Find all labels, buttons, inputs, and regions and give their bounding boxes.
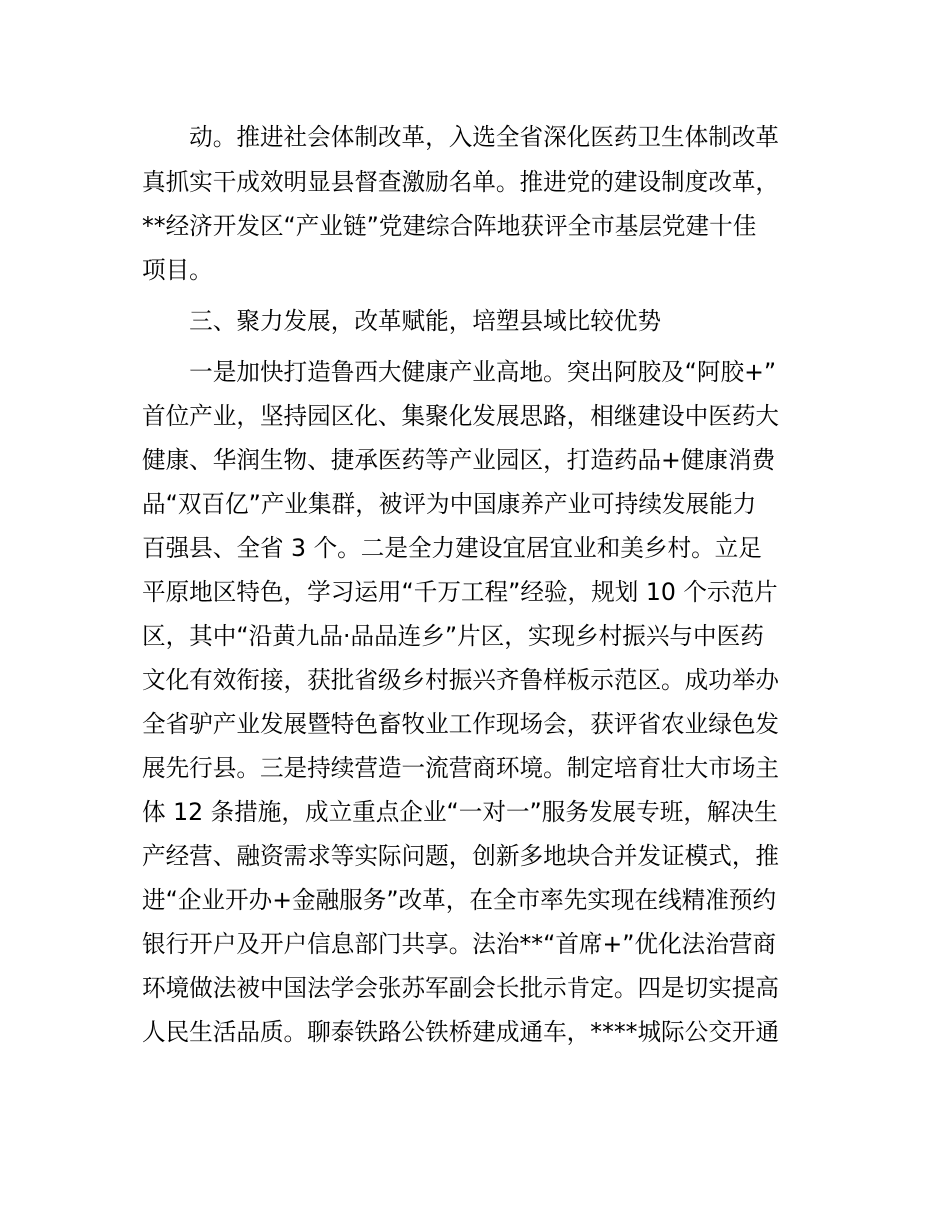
paragraph-line: 人民生活品质。聊泰铁路公铁桥建成通车，****城际公交开通 (142, 1018, 780, 1046)
paragraph-line: **经济开发区“产业链”党建综合阵地获评全市基层党建十佳 (142, 212, 757, 240)
paragraph-line: 平原地区特色，学习运用“千万工程”经验，规划 10 个示范片 (142, 578, 778, 606)
paragraph-line: 健康、华润生物、捷承医药等产业园区，打造药品+健康消费 (142, 446, 776, 474)
paragraph-line: 进“企业开办+金融服务”改革，在全市率先实现在线精准预约 (142, 886, 777, 914)
paragraph-line: 品“双百亿”产业集群，被评为中国康养产业可持续发展能力 (142, 490, 757, 518)
paragraph-line: 百强县、全省 3 个。二是全力建设宜居宜业和美乡村。立足 (142, 534, 762, 562)
paragraph-line: 产经营、融资需求等实际问题，创新多地块合并发证模式，推 (142, 842, 780, 870)
paragraph-line: 文化有效衔接，获批省级乡村振兴齐鲁样板示范区。成功举办 (142, 666, 780, 694)
paragraph-line: 项目。 (142, 256, 213, 284)
paragraph-line: 环境做法被中国法学会张苏军副会长批示肯定。四是切实提高 (142, 974, 780, 1002)
paragraph-line: 体 12 条措施，成立重点企业“一对一”服务发展专班，解决生 (142, 798, 778, 826)
paragraph-line: 首位产业，坚持园区化、集聚化发展思路，相继建设中医药大 (142, 402, 780, 430)
paragraph-line: 动。推进社会体制改革，入选全省深化医药卫生体制改革 (142, 123, 780, 151)
paragraph-line: 展先行县。三是持续营造一流营商环境。制定培育壮大市场主 (142, 754, 780, 782)
paragraph-line: 银行开户及开户信息部门共享。法治**“首席+”优化法治营商 (142, 930, 777, 958)
section-heading: 三、聚力发展，改革赋能，培塑县域比较优势 (142, 307, 662, 335)
paragraph-line: 全省驴产业发展暨特色畜牧业工作现场会，获评省农业绿色发 (142, 710, 780, 738)
paragraph-line: 真抓实干成效明显县督查激励名单。推进党的建设制度改革， (142, 168, 780, 196)
paragraph-line: 区，其中“沿黄九品·品品连乡”片区，实现乡村振兴与中医药 (142, 622, 764, 650)
paragraph-line: 一是加快打造鲁西大健康产业高地。突出阿胶及“阿胶+” (142, 358, 777, 386)
